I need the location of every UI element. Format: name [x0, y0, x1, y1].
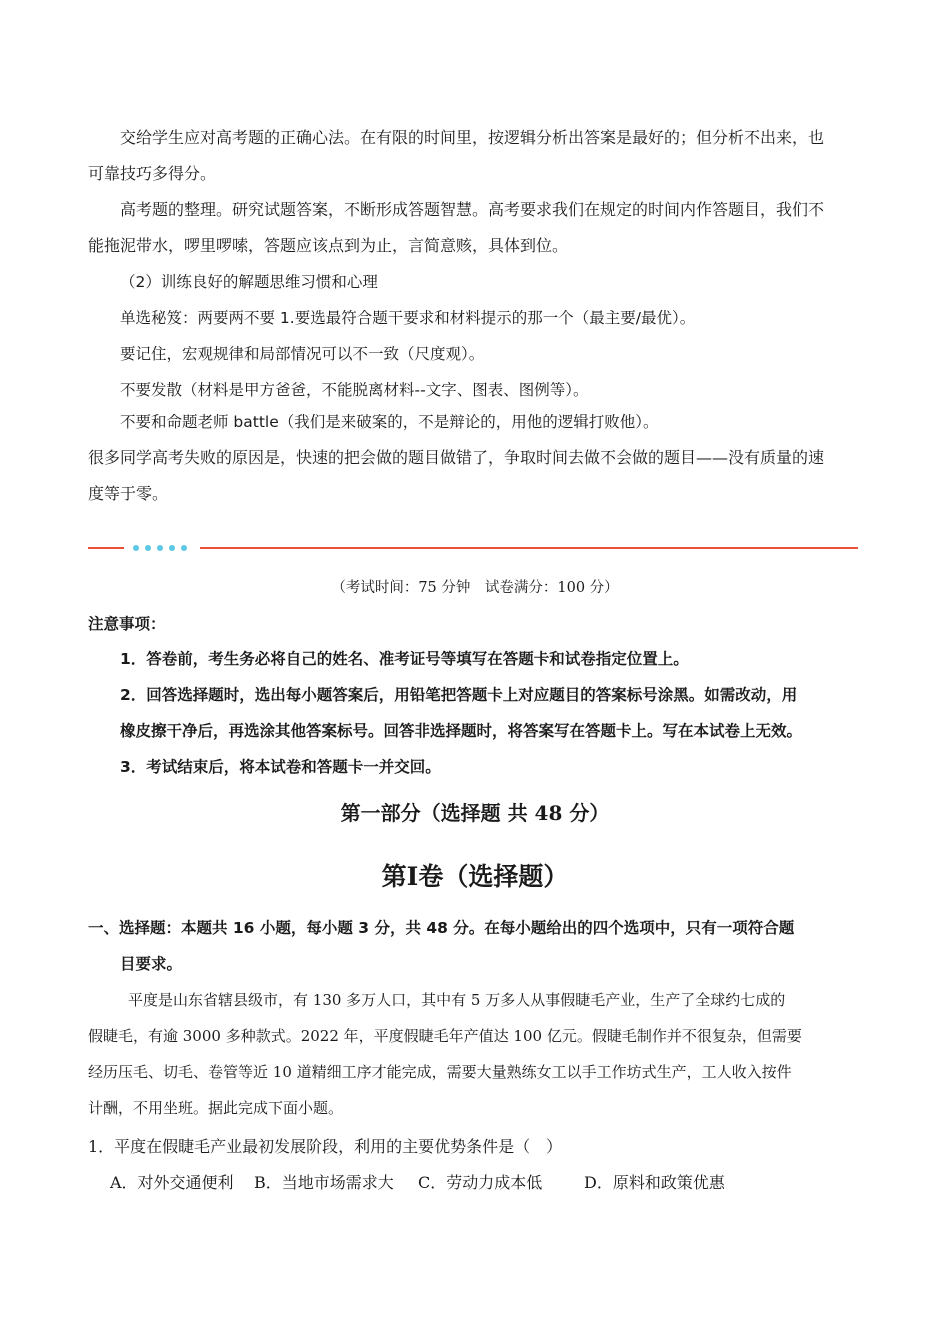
option-b[interactable]: B．当地市场需求大	[254, 1173, 394, 1192]
divider-dot	[169, 545, 175, 551]
notice-item-1: 1．答卷前，考生务必将自己的姓名、准考证号等填写在答题卡和试卷指定位置上。	[120, 650, 689, 668]
section-heading-line-1: 一、选择题：本题共 16 小题，每小题 3 分，共 48 分。在每小题给出的四个选项中，只有一项符合题	[88, 919, 795, 937]
notice-item-3: 3．考试结束后，将本试卷和答题卡一并交回。	[120, 758, 441, 776]
material-line-1: 平度是山东省辖县级市，有 130 多万人口，其中有 5 万多人从事假睫毛产业，生产了全球约七成的	[128, 991, 786, 1009]
question-1: 1．平度在假睫毛产业最初发展阶段，利用的主要优势条件是（ ）	[88, 1137, 563, 1156]
divider-dot	[157, 545, 163, 551]
divider-dot	[145, 545, 151, 551]
divider-dot	[181, 545, 187, 551]
option-c[interactable]: C．劳动力成本低	[418, 1173, 543, 1192]
intro-paragraph-3: （2）训练良好的解题思维习惯和心理	[120, 273, 378, 291]
intro-paragraph-5: 要记住，宏观规律和局部情况可以不一致（尺度观）。	[120, 345, 485, 363]
material-line-3: 经历压毛、切毛、卷管等近 10 道精细工序才能完成，需要大量熟练女工以手工作坊式生产，工人收入按件	[88, 1063, 792, 1081]
notice-title: 注意事项：	[88, 615, 166, 633]
material-line-4: 计酬，不用坐班。据此完成下面小题。	[88, 1099, 344, 1117]
section-divider	[88, 538, 858, 558]
intro-paragraph-8-line-1: 很多同学高考失败的原因是，快速的把会做的题目做错了，争取时间去做不会做的题目——没有质量的速	[88, 448, 825, 467]
notice-item-2-line-2: 橡皮擦干净后，再选涂其他答案标号。回答非选择题时，将答案写在答题卡上。写在本试卷上无效。	[120, 722, 803, 740]
intro-paragraph-2-line-2: 能拖泥带水，啰里啰嗦，答题应该点到为止，言简意赅，具体到位。	[88, 236, 569, 255]
exam-info: （考试时间：75 分钟 试卷满分：100 分）	[331, 580, 619, 596]
intro-paragraph-2-line-1: 高考题的整理。研究试题答案，不断形成答题智慧。高考要求我们在规定的时间内作答题目，我们不	[120, 200, 825, 219]
intro-paragraph-8-line-2: 度等于零。	[88, 484, 169, 503]
divider-dot	[133, 545, 139, 551]
material-line-2: 假睫毛，有逾 3000 多种款式。2022 年，平度假睫毛年产值达 100 亿元。假睫毛制作并不很复杂，但需要	[88, 1027, 802, 1045]
intro-paragraph-1-line-1: 交给学生应对高考题的正确心法。在有限的时间里，按逻辑分析出答案是最好的；但分析不出来，也	[120, 128, 825, 147]
intro-paragraph-6: 不要发散（材料是甲方爸爸，不能脱离材料--文字、图表、图例等）。	[120, 381, 589, 399]
option-a[interactable]: A．对外交通便利	[110, 1173, 234, 1192]
option-d[interactable]: D．原料和政策优惠	[584, 1173, 725, 1192]
part-title: 第一部分（选择题 共 48 分）	[340, 801, 610, 825]
intro-paragraph-4: 单选秘笈：两要两不要 1.要选最符合题干要求和材料提示的那一个（最主要/最优）。	[120, 309, 696, 327]
section-heading-line-2: 目要求。	[120, 955, 183, 973]
intro-paragraph-1-line-2: 可靠技巧多得分。	[88, 164, 217, 183]
notice-item-2-line-1: 2．回答选择题时，选出每小题答案后，用铅笔把答题卡上对应题目的答案标号涂黑。如需改动，用	[120, 686, 798, 704]
intro-paragraph-7: 不要和命题老师 battle（我们是来破案的，不是辩论的，用他的逻辑打败他）。	[120, 413, 659, 431]
volume-title: 第Ⅰ卷（选择题）	[381, 862, 569, 891]
